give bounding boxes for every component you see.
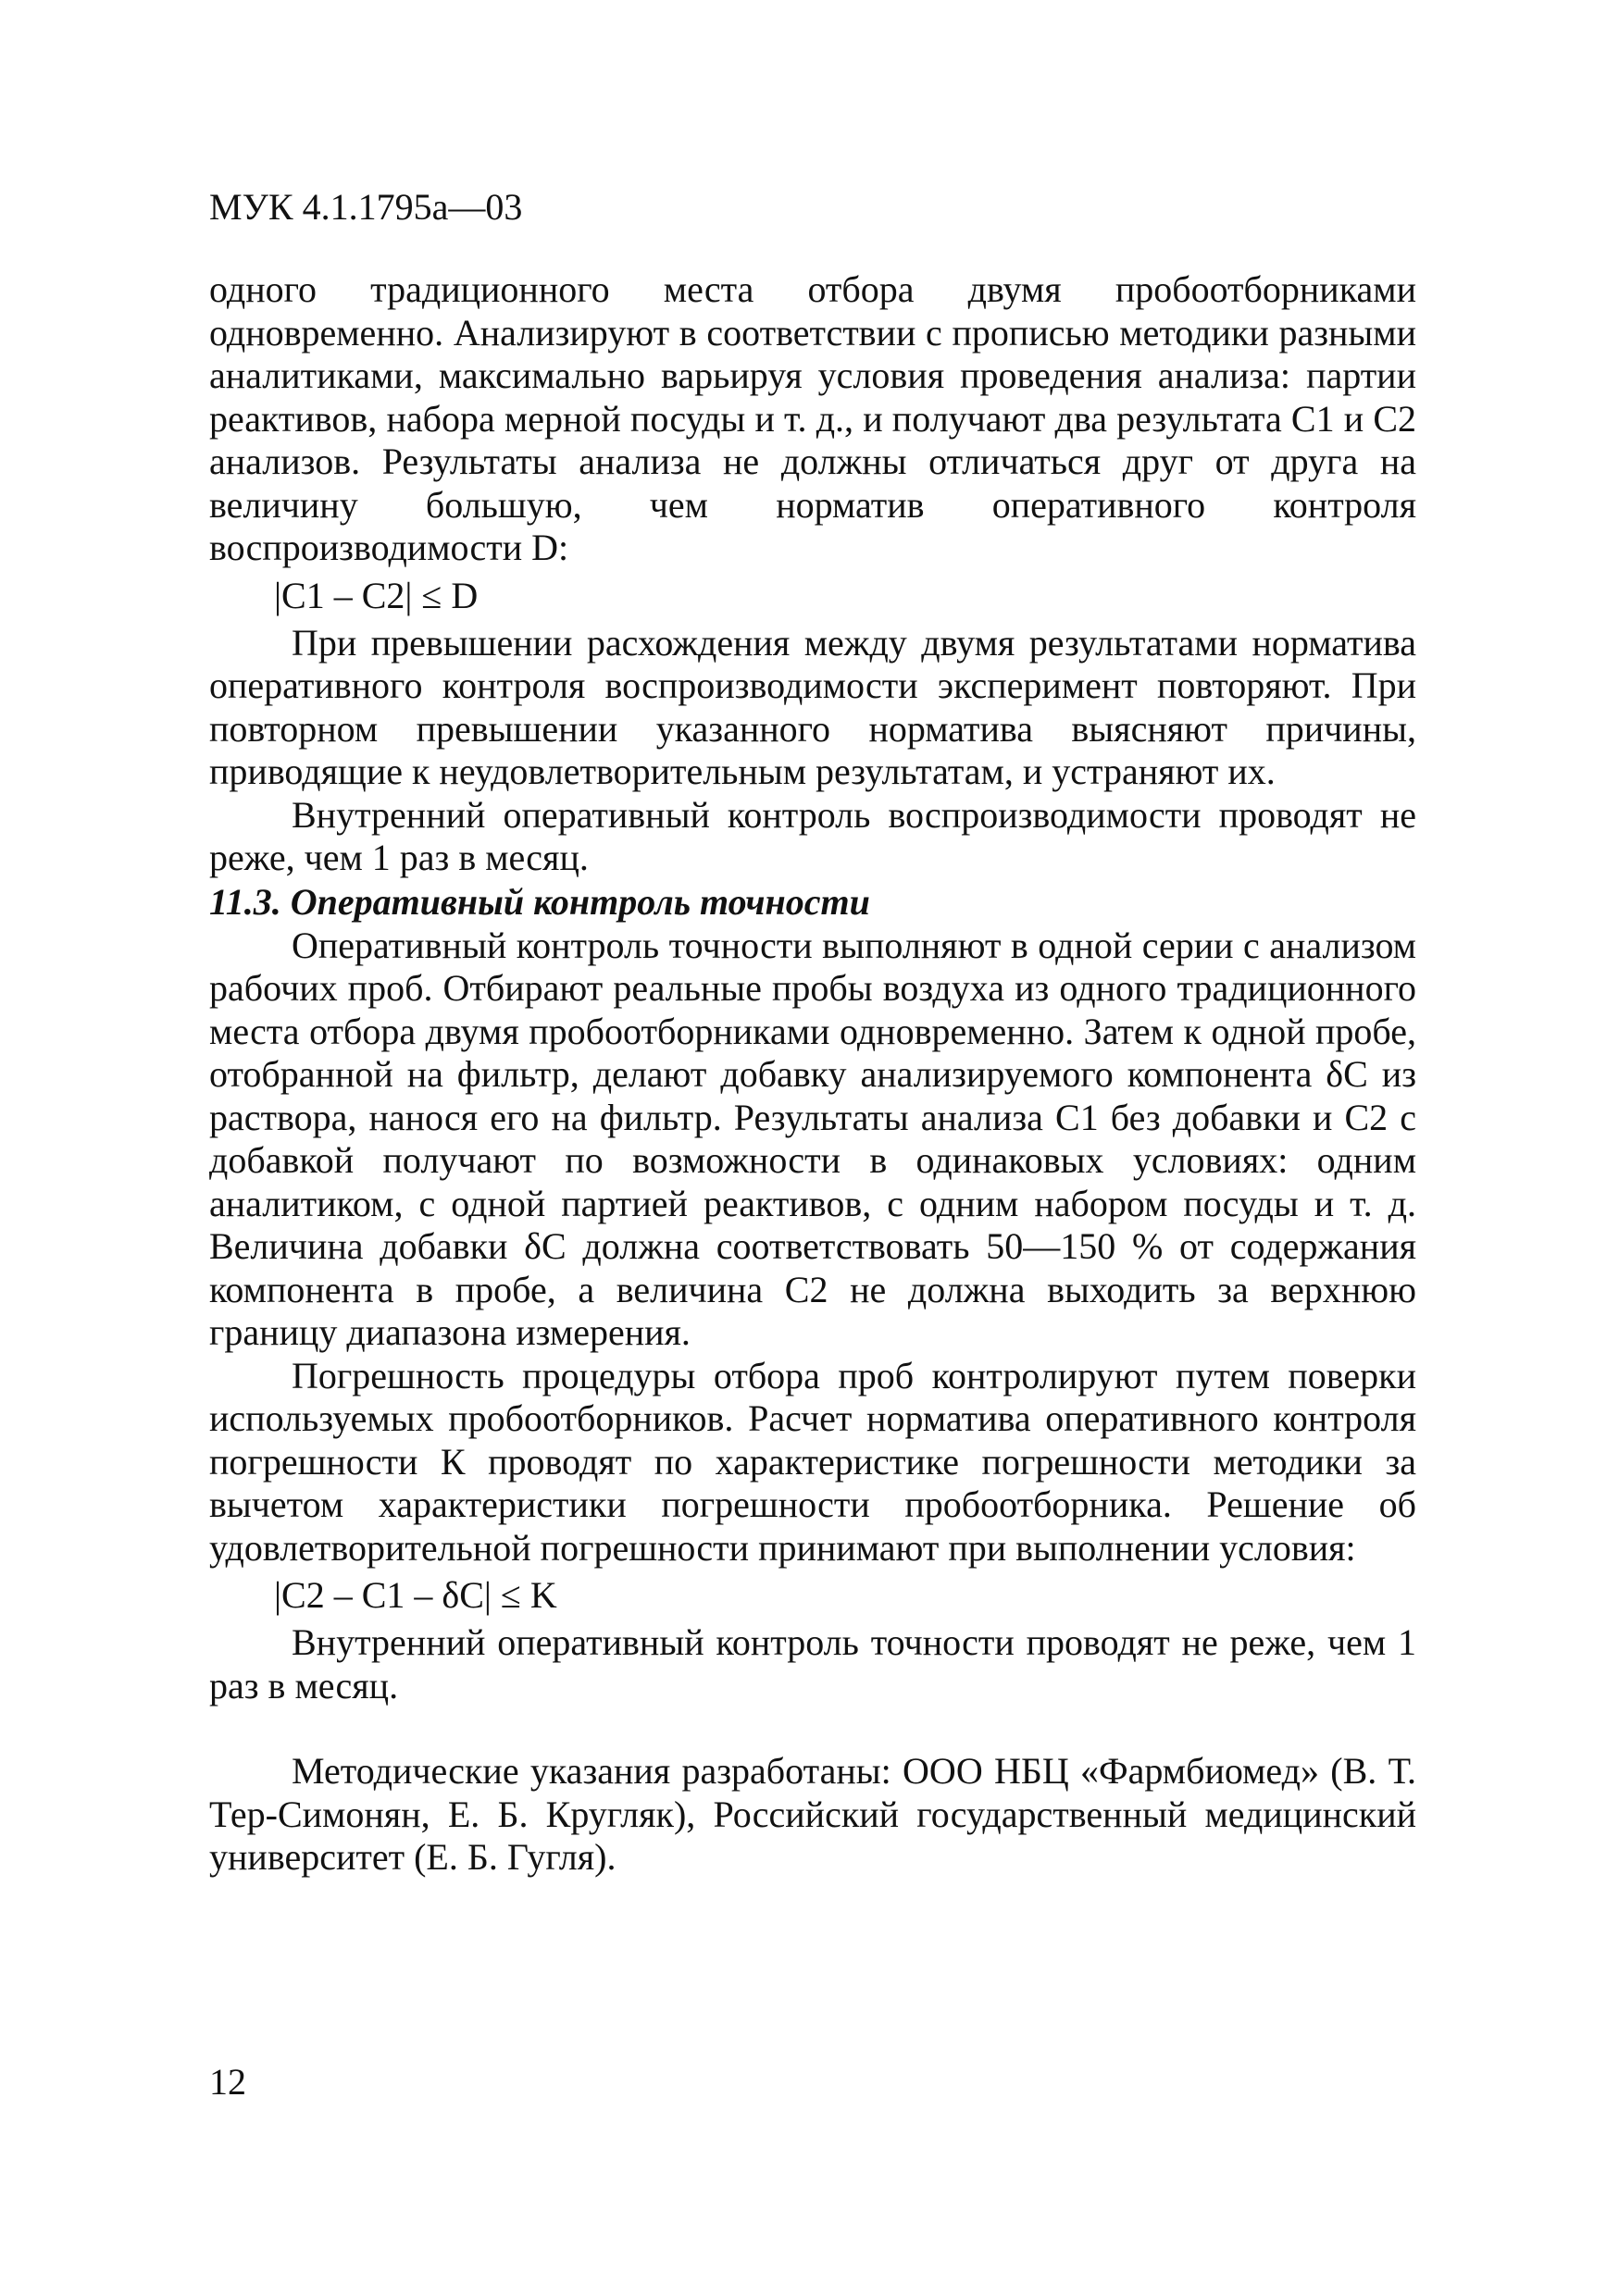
paragraph-sampling-error: Погрешность процедуры отбора проб контролируют путем поверки используемых пробоотборников. Расчет норматива оперативного контроля погрешности К проводят по характеристике погрешности методики за вычетом характеристики погрешности пробоотборника. Решение об удовлетворительной погрешности принимают при выполнении условия: [209, 1354, 1416, 1569]
paragraph-exceeding-norm: При превышении расхождения между двумя результатами норматива оперативного контроля воспроизводимости эксперимент повторяют. При повторном превышении указанного норматива выясняют причины, приводящие к неудовлетворительным результатам, и устраняют их. [209, 621, 1416, 792]
paragraph-reproducibility-procedure: одного традиционного места отбора двумя пробоотборниками одновременно. Анализируют в соответствии с прописью методики разными аналитиками, максимально варьируя условия проведения анализа: партии реактивов, набора мерной посуды и т. д., и получают два результата C1 и C2 анализов. Результаты анализа не должны отличаться друг от друга на величину большую, чем норматив оперативного контроля воспроизводимости D: [209, 268, 1416, 568]
formula-accuracy: |C2 – C1 – δC| ≤ K [274, 1574, 557, 1616]
page-number: 12 [209, 2061, 246, 2103]
spacer [209, 1707, 1416, 1750]
paragraph-accuracy-control: Оперативный контроль точности выполняют в одной серии с анализом рабочих проб. Отбирают реальные пробы воздуха из одного традиционного места отбора двумя пробоотборниками одновременно. Затем к одной пробе, отобранной на фильтр, делают добавку анализируемого компонента δC из раствора, нанося его на фильтр. Результаты анализа C1 без добавки и C2 с добавкой получают по возможности в одинаковых условиях: одним аналитиком, с одной партией реактивов, с одним набором посуды и т. д. Величина добавки δC должна соответствовать 50—150 % от содержания компонента в пробе, а величина C2 не должна выходить за верхнюю границу диапазона измерения. [209, 924, 1416, 1353]
document-body [209, 268, 1416, 1880]
paragraph-reproducibility-frequency: Внутренний оперативный контроль воспроизводимости проводят не реже, чем 1 раз в месяц. [209, 793, 1416, 878]
paragraph-developers: Методические указания разработаны: ООО НБЦ «Фармбиомед» (В. Т. Тер-Симонян, Е. Б. Кругляк), Российский государственный медицинский университет (Е. Б. Гугля). [209, 1750, 1416, 1878]
document-code-header: МУК 4.1.1795а—03 [209, 186, 523, 228]
paragraph-accuracy-frequency: Внутренний оперативный контроль точности проводят не реже, чем 1 раз в месяц. [209, 1621, 1416, 1706]
formula-reproducibility: |C1 – C2| ≤ D [274, 574, 479, 616]
section-title: 11.3. Оперативный контроль точности [209, 880, 870, 923]
